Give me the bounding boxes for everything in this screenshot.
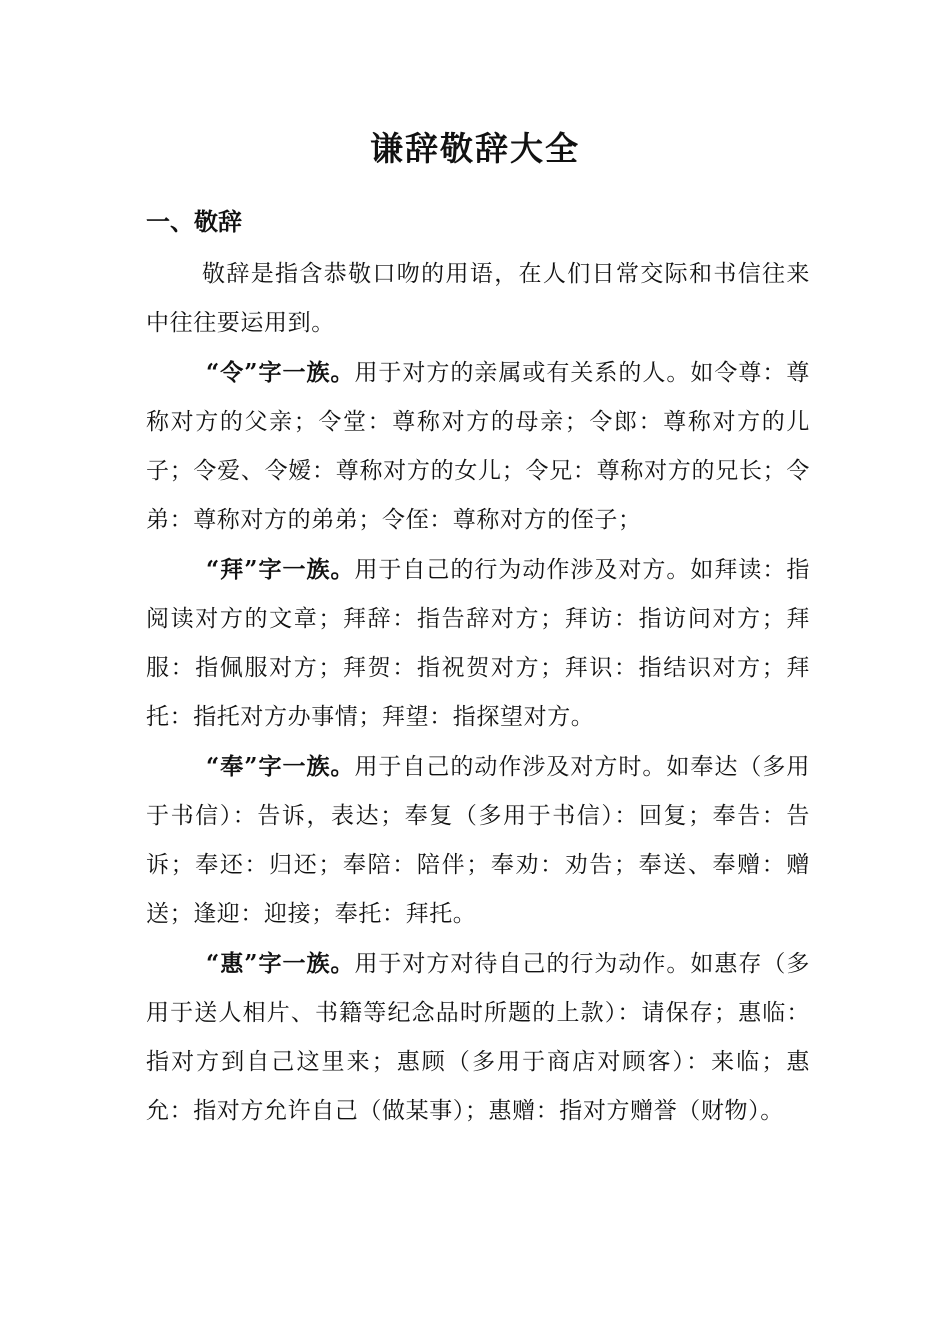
group-label: “令”字一族。 bbox=[206, 359, 355, 386]
page-title: 谦辞敬辞大全 bbox=[370, 129, 580, 168]
document-body bbox=[146, 250, 810, 1136]
group-paragraph-hui bbox=[146, 939, 810, 1136]
group-text: 用于对方的亲属或有关系的人。如令尊：尊称对方的父亲；令堂：尊称对方的母亲；令郎：尊称对方的儿子；令爱、令嫒：尊称对方的女儿；令兄：尊称对方的兄长；令弟：尊称对方的弟弟；令侄：尊称对方的侄子； bbox=[146, 360, 810, 533]
group-text: 用于对方对待自己的行为动作。如惠存（多用于送人相片、书籍等纪念品时所题的上款）：请保存；惠临：指对方到自己这里来；惠顾（多用于商店对顾客）：来临；惠允：指对方允许自己（做某事）；惠赠：指对方赠誉（财物）。 bbox=[146, 951, 810, 1124]
group-paragraph-bai bbox=[146, 545, 810, 742]
group-paragraph-feng bbox=[146, 742, 810, 939]
intro-paragraph: 敬辞是指含恭敬口吻的用语，在人们日常交际和书信往来中往往要运用到。 bbox=[146, 261, 810, 336]
group-label: “惠”字一族。 bbox=[206, 950, 355, 977]
group-label: “奉”字一族。 bbox=[206, 753, 355, 780]
section-heading: 一、敬辞 bbox=[146, 207, 242, 236]
group-text: 用于自己的动作涉及对方时。如奉达（多用于书信）：告诉，表达；奉复（多用于书信）：回复；奉告：告诉；奉还：归还；奉陪：陪伴；奉劝：劝告；奉送、奉赠：赠送；逢迎：迎接；奉托：拜托。 bbox=[146, 754, 810, 927]
group-label: “拜”字一族。 bbox=[206, 556, 355, 583]
group-paragraph-ling bbox=[146, 348, 810, 545]
group-text: 用于自己的行为动作涉及对方。如拜读：指阅读对方的文章；拜辞：指告辞对方；拜访：指访问对方；拜服：指佩服对方；拜贺：指祝贺对方；拜识：指结识对方；拜托：指托对方办事情；拜望：指探望对方。 bbox=[146, 557, 810, 730]
